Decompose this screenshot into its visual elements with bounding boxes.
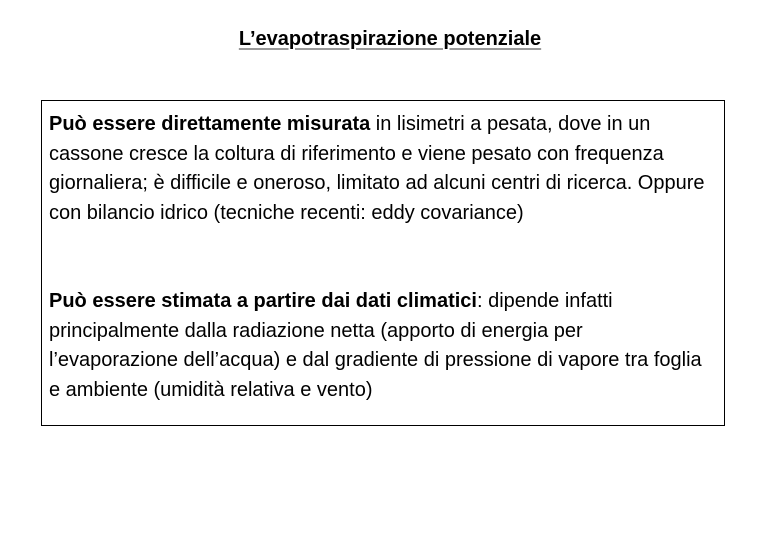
paragraph-climatic-estimate-lead: Può essere stimata a partire dai dati climatici (49, 290, 477, 312)
content-box (41, 100, 725, 426)
paragraph-direct-measurement-body: in lisimetri a pesata, dove in un cassone cresce la coltura di riferimento e viene pesato con frequenza giornaliera; è difficile e oneroso, limitato ad alcuni centri di ricerca. Oppure con bilancio idrico (tecniche recenti: eddy covariance) (49, 113, 705, 224)
slide-title: L’evapotraspirazione potenziale (238, 28, 542, 50)
paragraph-direct-measurement-lead: Può essere direttamente misurata (49, 113, 371, 135)
paragraph-direct-measurement (49, 110, 717, 228)
paragraph-climatic-estimate-body: : dipende infatti principalmente dalla radiazione netta (apporto di energia per l’evaporazione dell’acqua) e dal gradiente di pressione di vapore tra foglia e ambiente (umidità relativa e vento) (49, 290, 702, 401)
paragraph-climatic-estimate (49, 287, 717, 405)
